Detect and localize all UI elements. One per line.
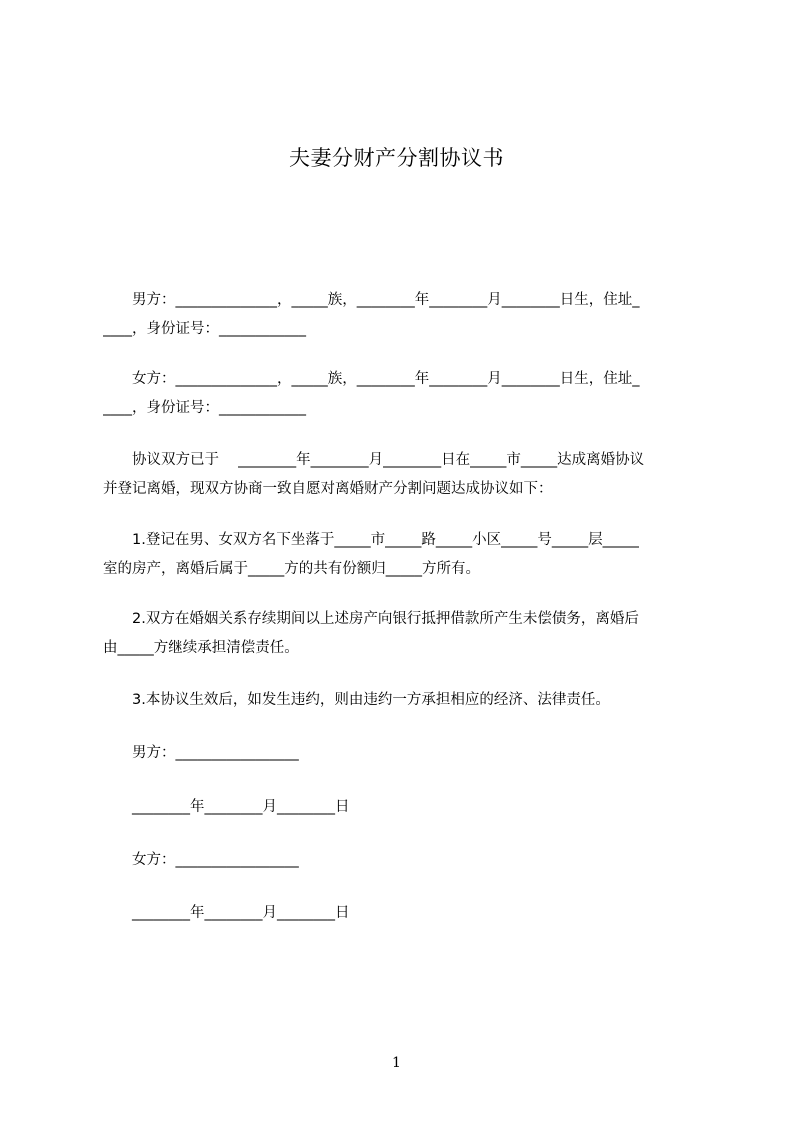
clause-1-line-1: 1.登记在男、女双方名下坐落于_____市_____路_____小区_____号_____层_____ — [103, 532, 639, 548]
preamble-paragraph — [103, 446, 703, 504]
clause-2 — [103, 605, 703, 663]
signature-female-line: 女方：_________________ — [103, 852, 299, 868]
male-party-line-2: ____，身份证号：____________ — [103, 321, 306, 337]
date-female — [103, 899, 703, 928]
page-number: 1 — [392, 1055, 401, 1071]
clause-1 — [103, 526, 703, 584]
preamble-line-2: 并登记离婚，现双方协商一致自愿对离婚财产分割问题达成协议如下： — [103, 481, 553, 497]
clause-2-line-2: 由_____方继续承担清偿责任。 — [103, 640, 299, 656]
female-party-info — [103, 365, 703, 423]
preamble-line-1: 协议双方已于 ________年________月________日在_____市_____达成离婚协议 — [103, 452, 645, 468]
clause-2-line-1: 2.双方在婚姻关系存续期间以上述房产向银行抵押借款所产生未偿债务，离婚后 — [103, 611, 639, 627]
document-title: 夫妻分财产分割协议书 — [289, 146, 504, 170]
male-party-info — [103, 286, 703, 344]
date-female-line: ________年________月________日 — [103, 905, 350, 921]
date-male — [103, 793, 703, 822]
clause-3-line-1: 3.本协议生效后，如发生违约，则由违约一方承担相应的经济、法律责任。 — [103, 692, 610, 708]
female-party-line-1: 女方：______________，_____族，________年________月________日生，住址_ — [103, 371, 640, 387]
clause-1-line-2: 室的房产，离婚后属于_____方的共有份额归_____方所有。 — [103, 561, 480, 577]
clause-3 — [103, 686, 703, 715]
female-party-line-2: ____，身份证号：____________ — [103, 400, 306, 416]
signature-male-line: 男方：_________________ — [103, 745, 299, 761]
date-male-line: ________年________月________日 — [103, 799, 350, 815]
signature-female — [103, 846, 703, 875]
male-party-line-1: 男方：______________，_____族，________年________月________日生，住址_ — [103, 292, 640, 308]
signature-male — [103, 739, 703, 768]
